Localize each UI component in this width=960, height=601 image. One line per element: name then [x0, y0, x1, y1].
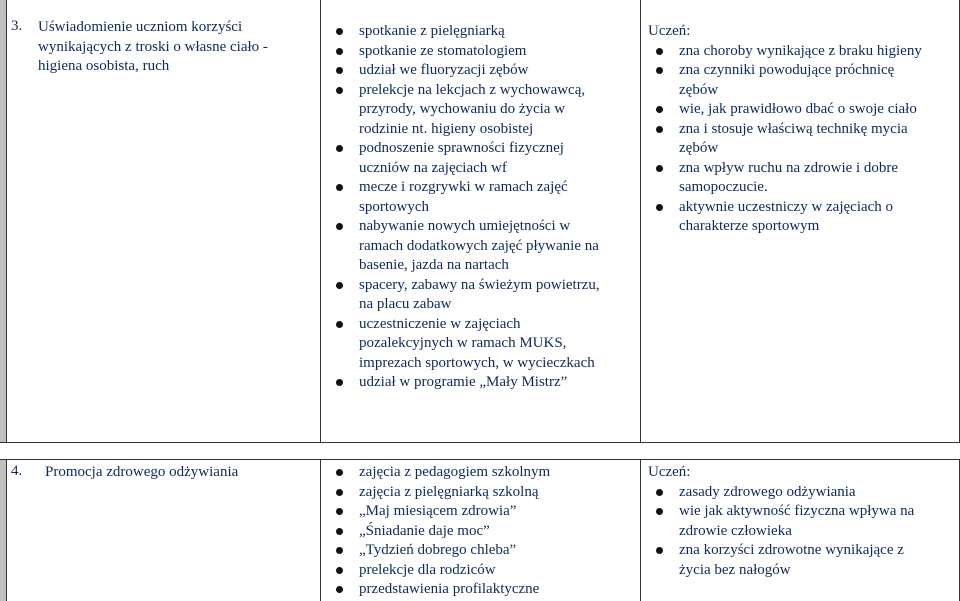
activities-list [336, 22, 636, 393]
bullet-icon [656, 126, 663, 133]
column-divider [6, 459, 7, 601]
topic-line: higiena osobista, ruch [38, 58, 170, 74]
list-item [656, 198, 956, 237]
list-item-line: wie, jak prawidłowo dbać o swoje ciało [679, 101, 917, 117]
list-item-line: zębów [679, 140, 719, 156]
list-item-line: rodzinie nt. higieny osobistej [359, 120, 534, 137]
bullet-icon [336, 528, 343, 535]
list-item [336, 42, 636, 62]
list-item-line: „Tydzień dobrego chleba” [359, 542, 517, 558]
list-item-line: udział we fluoryzacji zębów [359, 62, 529, 78]
list-item-line: zna czynniki powodujące próchnicę [679, 62, 895, 78]
outcomes-list [656, 42, 956, 237]
list-item-line: udział w programie „Mały Mistrz” [359, 374, 568, 390]
column-divider [640, 0, 641, 443]
row-bottom-border [0, 442, 960, 443]
list-item-line: spotkanie z pielęgniarką [359, 23, 505, 39]
topic-cell [38, 18, 316, 77]
list-item [336, 178, 636, 217]
bullet-icon [656, 204, 663, 211]
list-item-line: charakterze sportowym [679, 218, 820, 234]
bullet-icon [656, 48, 663, 55]
list-item [656, 502, 956, 541]
list-item [336, 22, 636, 42]
bullet-icon [336, 567, 343, 574]
list-item [656, 483, 956, 503]
list-item [336, 463, 636, 483]
topic-line: Promocja zdrowego odżywiania [45, 464, 239, 480]
bullet-icon [656, 547, 663, 554]
list-item-line: nabywanie nowych umiejętności w [359, 218, 571, 234]
list-item [336, 81, 636, 140]
bullet-icon [336, 184, 343, 191]
outcomes-cell [648, 22, 956, 237]
list-item-line: podnoszenie sprawności fizycznej [359, 140, 564, 156]
column-divider [320, 459, 321, 601]
bullet-icon [336, 282, 343, 289]
list-item-line: samopoczucie. [679, 179, 768, 195]
bullet-icon [656, 106, 663, 113]
list-item-line: zna korzyści zdrowotne wynikające z [679, 542, 904, 558]
list-item-line: mecze i rozgrywki w ramach zajęć [359, 179, 568, 195]
list-item [336, 373, 636, 393]
activities-cell [336, 22, 636, 393]
row-top-border [0, 459, 960, 460]
list-item-line: sportowych [359, 198, 429, 215]
list-item-line: wie jak aktywność fizyczna wpływa na [679, 503, 915, 519]
list-item-line: prelekcje dla rodziców [359, 561, 496, 578]
list-item-line: pozalekcyjnych w ramach MUKS, [359, 335, 567, 351]
list-item [336, 502, 636, 522]
list-item-line: aktywnie uczestniczy w zajęciach o [679, 198, 894, 215]
topic-cell [45, 463, 315, 483]
topic-line: Uświadomienie uczniom korzyści [38, 19, 243, 35]
bullet-icon [656, 67, 663, 74]
list-item-line: zajęcia z pielęgniarką szkolną [359, 483, 539, 500]
list-item [656, 159, 956, 198]
bullet-icon [336, 67, 343, 74]
row-number: 4. [11, 463, 23, 479]
list-item-line: przedstawienia profilaktyczne [359, 581, 540, 597]
table-row-4 [0, 459, 960, 601]
list-item [336, 483, 636, 503]
list-item-line: basenie, jazda na nartach [359, 257, 509, 273]
outcomes-heading: Uczeń: [648, 23, 691, 39]
list-item-line: zna i stosuje właściwą technikę mycia [679, 120, 908, 137]
activities-cell [336, 463, 636, 600]
column-divider [320, 0, 321, 443]
list-item-line: uczniów na zajęciach wf [359, 159, 507, 176]
list-item-line: zajęcia z pedagogiem szkolnym [359, 464, 551, 480]
list-item [336, 139, 636, 178]
list-item [336, 561, 636, 581]
list-item [336, 315, 636, 374]
list-item-line: ramach dodatkowych zajęć pływanie na [359, 237, 599, 254]
list-item-line: zdrowie człowieka [679, 522, 792, 539]
list-item-line: „Maj miesiącem zdrowia” [359, 503, 517, 519]
outcomes-cell [648, 463, 956, 580]
list-item [336, 522, 636, 542]
list-item [656, 541, 956, 580]
list-item-line: na placu zabaw [359, 296, 452, 312]
outcomes-list [656, 483, 956, 581]
bullet-icon [336, 87, 343, 94]
bullet-icon [656, 508, 663, 515]
bullet-icon [336, 223, 343, 230]
bullet-icon [336, 586, 343, 593]
list-item-line: zębów [679, 81, 719, 98]
list-item [336, 541, 636, 561]
topic-line: wynikających z troski o własne ciało - [38, 38, 268, 55]
bullet-icon [336, 321, 343, 328]
bullet-icon [336, 489, 343, 496]
bullet-icon [656, 489, 663, 496]
bullet-icon [336, 145, 343, 152]
list-item [336, 580, 636, 600]
activities-list [336, 463, 636, 600]
bullet-icon [656, 165, 663, 172]
list-item-line: imprezach sportowych, w wycieczkach [359, 354, 595, 371]
bullet-icon [336, 469, 343, 476]
list-item [656, 61, 956, 100]
list-item-line: prelekcje na lekcjach z wychowawcą, [359, 81, 586, 98]
row-number: 3. [11, 18, 23, 34]
list-item [336, 276, 636, 315]
list-item [656, 120, 956, 159]
list-item [336, 61, 636, 81]
outcomes-heading: Uczeń: [648, 464, 691, 480]
column-divider [640, 459, 641, 601]
bullet-icon [336, 508, 343, 515]
list-item [656, 100, 956, 120]
list-item [336, 217, 636, 276]
list-item [656, 42, 956, 62]
list-item-line: przyrody, wychowaniu do życia w [359, 101, 566, 117]
list-item-line: spotkanie ze stomatologiem [359, 42, 527, 59]
list-item-line: spacery, zabawy na świeżym powietrzu, [359, 276, 600, 293]
list-item-line: zna wpływ ruchu na zdrowie i dobre [679, 159, 899, 176]
column-divider [6, 0, 7, 443]
bullet-icon [336, 547, 343, 554]
list-item-line: „Śniadanie daje moc” [359, 522, 490, 539]
bullet-icon [336, 48, 343, 55]
list-item-line: uczestniczenie w zajęciach [359, 315, 521, 332]
bullet-icon [336, 28, 343, 35]
bullet-icon [336, 379, 343, 386]
list-item-line: zasady zdrowego odżywiania [679, 483, 856, 500]
list-item-line: zna choroby wynikające z braku higieny [679, 42, 922, 59]
list-item-line: życia bez nałogów [679, 561, 791, 578]
